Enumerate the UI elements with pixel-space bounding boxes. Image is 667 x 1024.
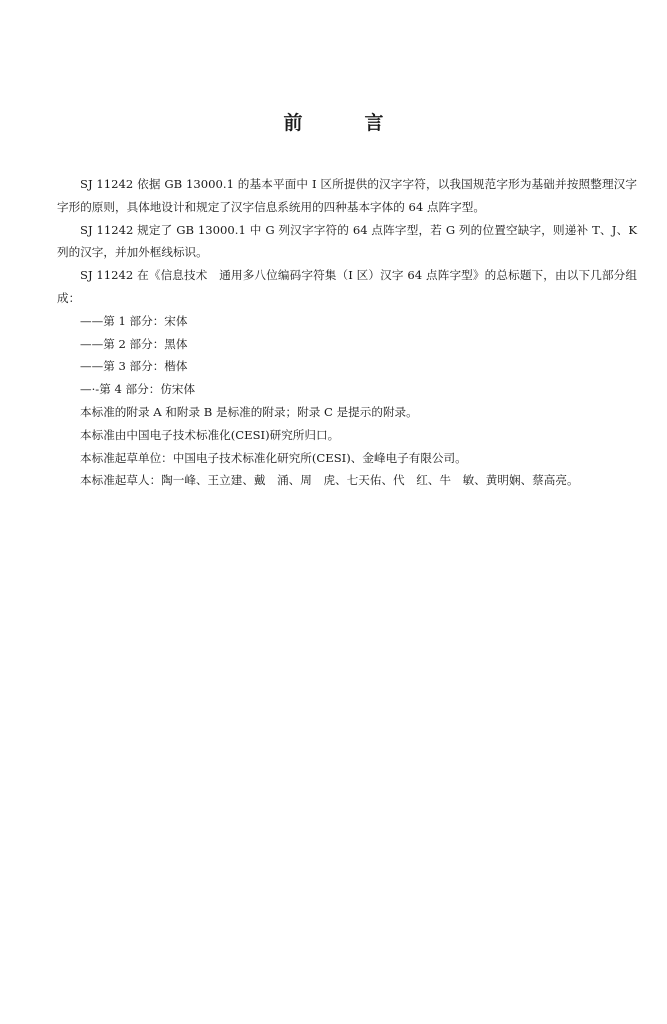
paragraph-basis: SJ 11242 依据 GB 13000.1 的基本平面中 I 区所提供的汉字字符，以我国规范字形为基础并按照整理汉字字形的原则，具体地设计和规定了汉字信息系统用的四种基本字体的 64 点阵字型。 <box>57 177 637 214</box>
part-item-fangsong: —·-第 4 部分：仿宋体 <box>80 382 196 397</box>
paragraph-scope: SJ 11242 规定了 GB 13000.1 中 G 列汉字字符的 64 点阵字型，若 G 列的位置空缺字，则递补 T、J、K 列的汉字，并加外框线标识。 <box>57 222 637 260</box>
title-char-2: 言 <box>364 112 384 134</box>
note-drafters: 本标准起草人：陶一峰、王立建、戴 涌、周 虎、七天佑、代 红、牛 敏、黄明娴、蔡高亮。 <box>80 473 579 488</box>
part-item-songti: ——第 1 部分：宋体 <box>80 313 188 328</box>
foreword-body <box>57 173 637 492</box>
note-drafting-unit: 本标准起草单位：中国电子技术标准化研究所(CESI)、金峰电子有限公司。 <box>80 450 467 465</box>
page-title <box>0 108 667 135</box>
note-appendix: 本标准的附录 A 和附录 B 是标准的附录；附录 C 是提示的附录。 <box>80 404 418 419</box>
part-item-heiti: ——第 2 部分：黑体 <box>80 336 188 351</box>
paragraph-structure: SJ 11242 在《信息技术 通用多八位编码字符集（I 区）汉字 64 点阵字型》的总标题下，由以下几部分组成： <box>57 268 637 305</box>
part-item-kaiti: ——第 3 部分：楷体 <box>80 359 188 374</box>
title-char-1: 前 <box>283 112 303 134</box>
note-responsible-unit: 本标准由中国电子技术标准化(CESI)研究所归口。 <box>80 427 340 442</box>
